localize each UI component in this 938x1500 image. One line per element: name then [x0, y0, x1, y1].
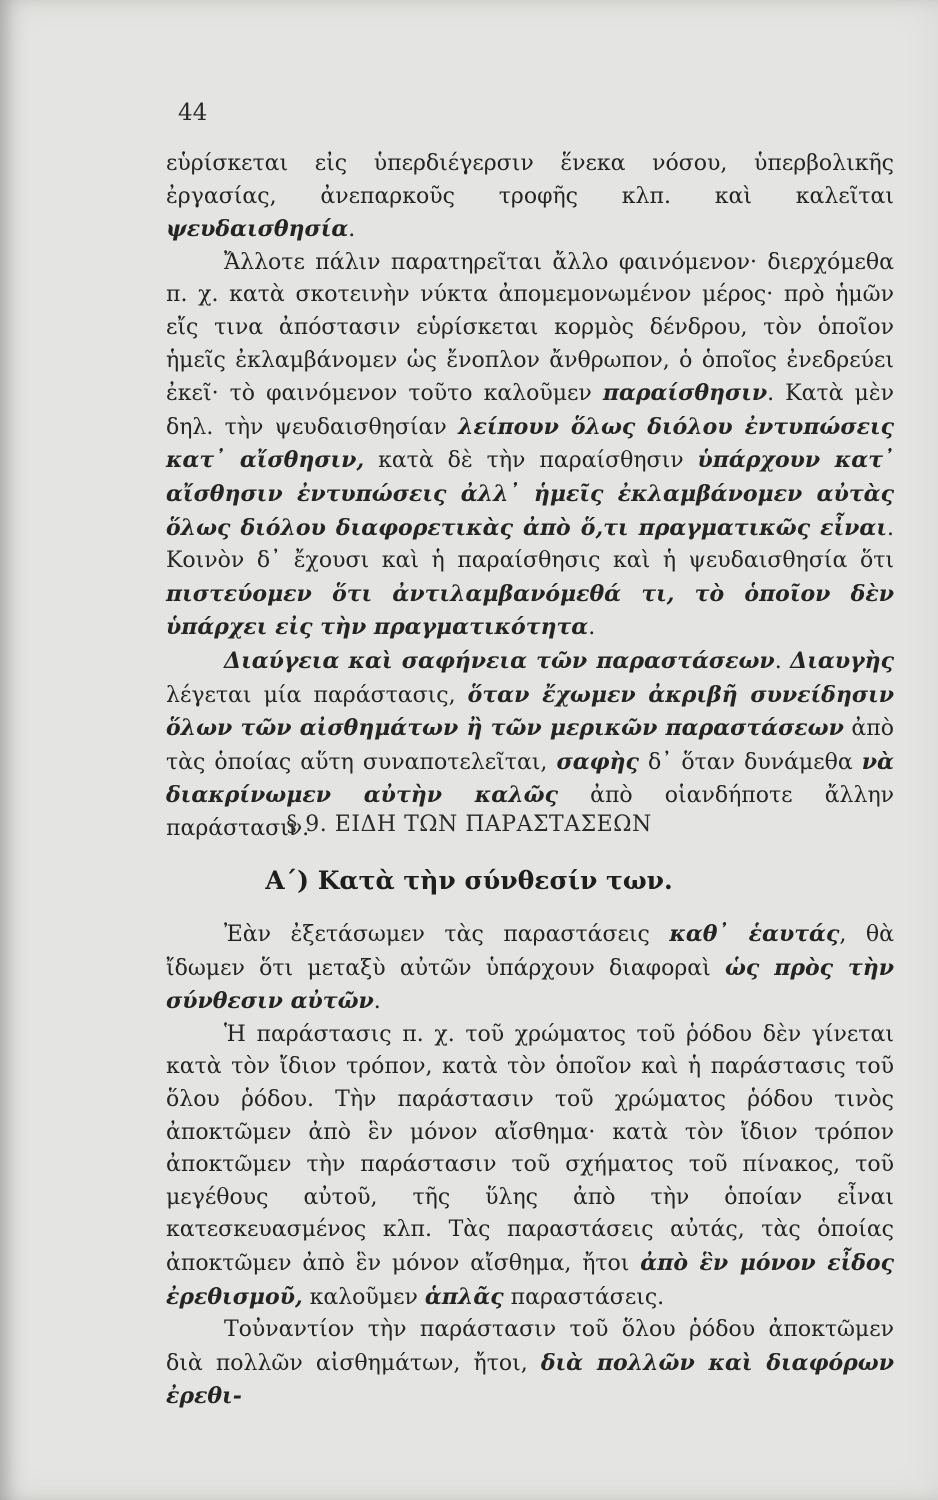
body-text: .	[588, 615, 596, 641]
body-text: Ἡ παράστασις π. χ. τοῦ χρώματος τοῦ ῥόδου δὲν γίνεται κατὰ τὸν ἴδιον τρόπον, κατὰ τὸν ὁποῖον καὶ ἡ παράστασις τοῦ ὅλου ῥόδου. Τὴν παράστασιν τοῦ χρώματος ῥόδου τινὸς ἀποκτῶμεν ἀπὸ ἓν μόνον αἴσθημα· κατὰ τὸν ἴδιον τρόπον ἀποκτῶμεν τὴν παράστασιν τοῦ σχήματος τοῦ πίνακος, τοῦ μεγέθους αὐτοῦ, τῆς ὕλης ἀπὸ τὴν ὁποίαν εἶναι κατεσκευασμένος κλπ. Τὰς παραστάσεις αὐτάς, τὰς ὁποίας ἀποκτῶμεν ἀπὸ ἓν μόνον αἴσθημα, ἤτοι	[166, 1021, 894, 1276]
paragraph-p6	[166, 1314, 894, 1414]
emphasis-text: ὑπάρχουν κατ᾿ αἴσθησιν ἐντυπώσεις ἀλλ᾿ ἡμεῖς ἐκλαμβάνομεν αὐτὰς ὅλως διόλου διαφορετικὰς ἀπὸ ὅ,τι πραγματικῶς εἶναι	[166, 447, 894, 541]
paragraph-p5	[166, 1019, 894, 1314]
body-text: Ἄλλοτε πάλιν παρατηρεῖται ἄλλο φαινόμενον· διερχόμεθα π. χ. κατὰ σκοτεινὴν νύκτα ἀπομεμονωμένον μέρος· πρὸ ἡμῶν εἴς τινα ἀπόστασιν εὑρίσκεται κορμὸς δένδρου, τὸν ὁποῖον ἡμεῖς ἐκλαμβάνομεν ὡς ἔνοπλον ἄνθρωπον, ὁ ὁποῖος ἐνεδρεύει ἐκεῖ· τὸ φαινόμενον τοῦτο καλοῦμεν	[166, 249, 894, 407]
page-number: 44	[178, 100, 208, 126]
paragraph-p1	[166, 148, 894, 247]
body-text: λέγεται μία παράστασις,	[166, 682, 468, 708]
emphasis-text: πιστεύομεν ὅτι ἀντιλαμβανόμεθά τι, τὸ ὁποῖον δὲν ὑπάρχει εἰς τὴν πραγματικότητα	[166, 580, 894, 641]
emphasis-text: διὰ πολλῶν καὶ διαφόρων ἐρεθι-	[166, 1349, 894, 1410]
body-text: παραστάσεις.	[503, 1284, 665, 1310]
body-text: . Κοινὸν δ᾿ ἔχουσι καὶ ἡ παραίσθησις καὶ ἡ ψευδαισθησία ὅτι	[166, 515, 894, 574]
section-heading: § 9. ΕΙΔΗ ΤΩΝ ΠΑΡΑΣΤΑΣΕΩΝ	[286, 812, 652, 837]
body-text: . Κατὰ μὲν δηλ. τὴν ψευδαισθησίαν	[166, 381, 895, 440]
body-text: ἀπὸ οἱανδήποτε ἄλλην παράστασιν.	[166, 783, 894, 841]
emphasis-text: σαφὴς	[556, 748, 639, 775]
body-text: .	[373, 989, 381, 1015]
body-text: .	[348, 217, 356, 243]
body-text: δ᾿ ὅταν δυνάμεθα	[638, 749, 862, 775]
body-text: ἀπὸ τὰς ὁποίας αὕτη συναποτελεῖται,	[166, 716, 894, 775]
emphasis-text: Διαυγὴς	[790, 647, 894, 674]
body-text: Τοὐναντίον τὴν παράστασιν τοῦ ὅλου ῥόδου ἀποκτῶμεν διὰ πολλῶν αἰσθημάτων, ἤτοι,	[166, 1317, 894, 1376]
body-text: , θὰ ἴδωμεν ὅτι μεταξὺ αὐτῶν ὑπάρχουν διαφοραὶ	[166, 922, 895, 981]
emphasis-text: ἀπὸ ἓν μόνον εἶδος ἐρεθισμοῦ,	[166, 1249, 894, 1310]
emphasis-text: ὡς πρὸς τὴν σύνθεσιν αὐτῶν	[166, 954, 894, 1015]
paragraph-p2	[166, 247, 894, 645]
emphasis-text: καθ᾿ ἑαυτάς	[669, 921, 840, 947]
body-text: Ἐὰν ἐξετάσωμεν τὰς παραστάσεις	[224, 922, 670, 947]
emphasis-text: Διαύγεια καὶ σαφήνεια τῶν παραστάσεων	[224, 647, 775, 674]
body-text: κατὰ δὲ τὴν παραίσθησιν	[364, 448, 698, 474]
body-text: καλοῦμεν	[302, 1284, 425, 1310]
emphasis-text: ψευδαισθησία	[166, 216, 349, 243]
text-block-lower	[166, 918, 894, 1414]
emphasis-text: λείπουν ὅλως διόλου ἐντυπώσεις κατ᾿ αἴσθησιν,	[166, 413, 894, 474]
body-text: εὑρίσκεται εἰς ὑπερδιέγερσιν ἕνεκα νόσου, ὑπερβολικῆς ἐργασίας, ἀνεπαρκοῦς τροφῆς κλπ. καὶ καλεῖται	[166, 151, 894, 209]
emphasis-text: ἁπλᾶς	[424, 1283, 504, 1310]
emphasis-text: παραίσθησιν	[602, 380, 768, 407]
emphasis-text: ὅταν ἔχωμεν ἀκριβῆ συνείδησιν ὅλων τῶν αἰσθημάτων ἢ τῶν μερικῶν παραστάσεων	[166, 681, 894, 742]
body-text: .	[774, 648, 791, 674]
text-block-upper	[166, 148, 894, 845]
paragraph-p4	[166, 918, 894, 1019]
sub-heading: Α΄) Κατὰ τὴν σύνθεσίν των.	[265, 866, 673, 895]
emphasis-text: νὰ διακρίνωμεν αὐτὴν καλῶς	[166, 748, 894, 809]
